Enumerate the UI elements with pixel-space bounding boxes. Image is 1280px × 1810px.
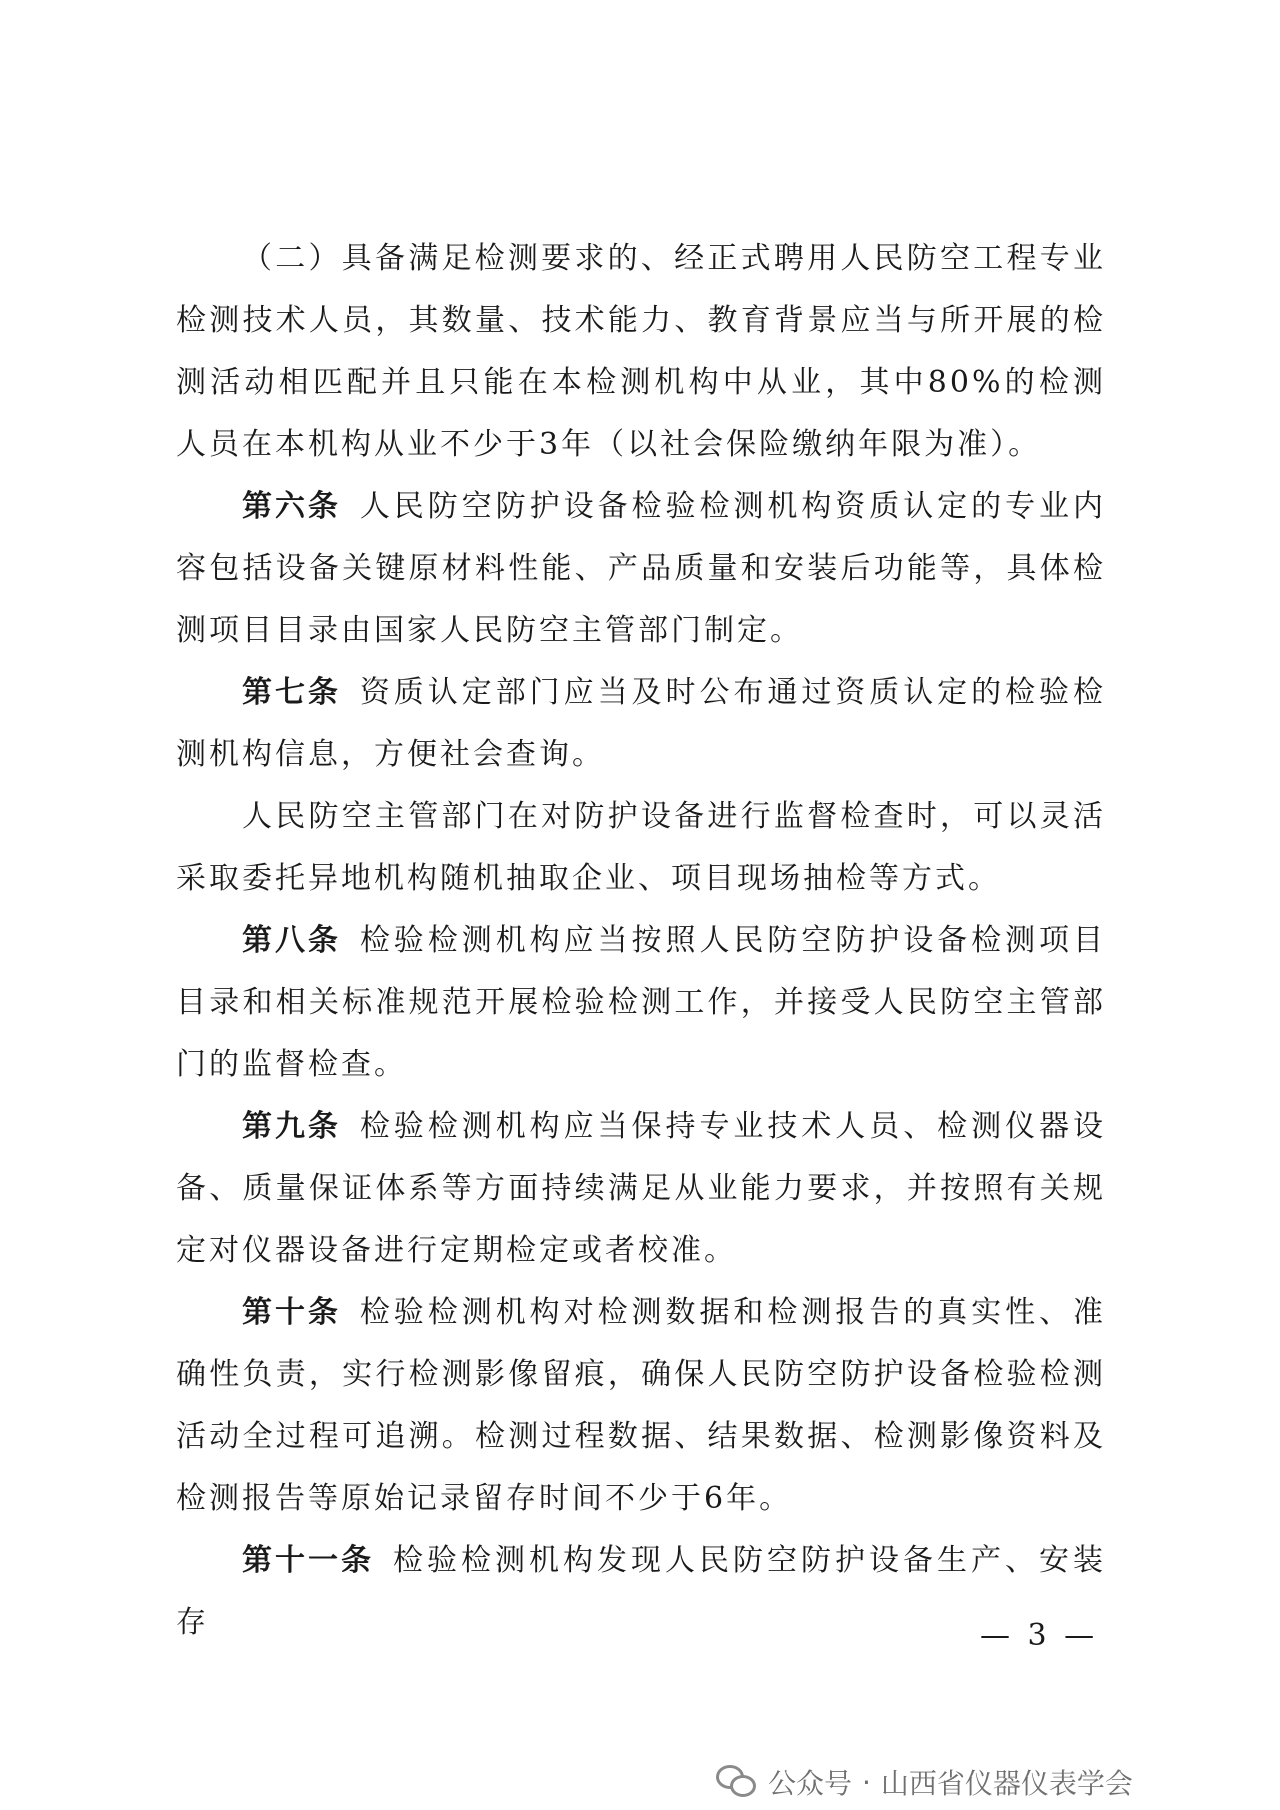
wechat-icon [716,1765,756,1799]
paragraph [176,228,1106,476]
paragraph [176,662,1106,786]
watermark-account: 山西省仪器仪表学会 [880,1767,1133,1800]
paragraph-text: 资质认定部门应当及时公布通过资质认定的检验检测机构信息，方便社会查询。 [176,675,1107,772]
paragraph-text: 检验检测机构应当保持专业技术人员、检测仪器设备、质量保证体系等方面持续满足从业能力要求，并按照有关规定对仪器设备进行定期检定或者校准。 [176,1109,1107,1268]
paragraph-text: 人民防空防护设备检验检测机构资质认定的专业内容包括设备关键原材料性能、产品质量和安装后功能等，具体检测项目目录由国家人民防空主管部门制定。 [176,489,1107,648]
article-number: 第八条 [242,923,341,958]
paragraph [176,1530,1106,1654]
paragraph-text: （二）具备满足检测要求的、经正式聘用人民防空工程专业检测技术人员，其数量、技术能力、教育背景应当与所开展的检测活动相匹配并且只能在本检测机构中从业，其中80%的检测人员在本机构从业不少于3年（以社会保险缴纳年限为准）。 [176,241,1106,462]
article-number: 第十一条 [242,1543,374,1578]
paragraph [176,786,1106,910]
paragraph [176,1096,1106,1282]
article-number: 第七条 [242,675,341,710]
chat-bubble-small [730,1775,756,1797]
article-number: 第十条 [242,1295,341,1330]
paragraph [176,476,1106,662]
paragraph [176,910,1106,1096]
body-text [176,228,1106,1654]
paragraph-text: 人民防空主管部门在对防护设备进行监督检查时，可以灵活采取委托异地机构随机抽取企业、项目现场抽检等方式。 [176,799,1106,896]
page-number: — 3 — [980,1618,1099,1653]
article-number: 第六条 [242,489,341,524]
watermark-separator: · [862,1765,871,1799]
paragraph [176,1282,1106,1530]
paragraph-text: 检验检测机构应当按照人民防空防护设备检测项目目录和相关标准规范开展检验检测工作，并接受人民防空主管部门的监督检查。 [176,923,1107,1082]
paragraph-text: 检验检测机构对检测数据和检测报告的真实性、准确性负责，实行检测影像留痕，确保人民防空防护设备检验检测活动全过程可追溯。检测过程数据、结果数据、检测影像资料及检测报告等原始记录留存时间不少于6年。 [176,1295,1107,1516]
paragraph-text: 检验检测机构发现人民防空防护设备生产、安装存 [176,1543,1106,1640]
watermark [716,1760,1133,1804]
article-number: 第九条 [242,1109,341,1144]
watermark-prefix: 公众号 [768,1767,853,1800]
